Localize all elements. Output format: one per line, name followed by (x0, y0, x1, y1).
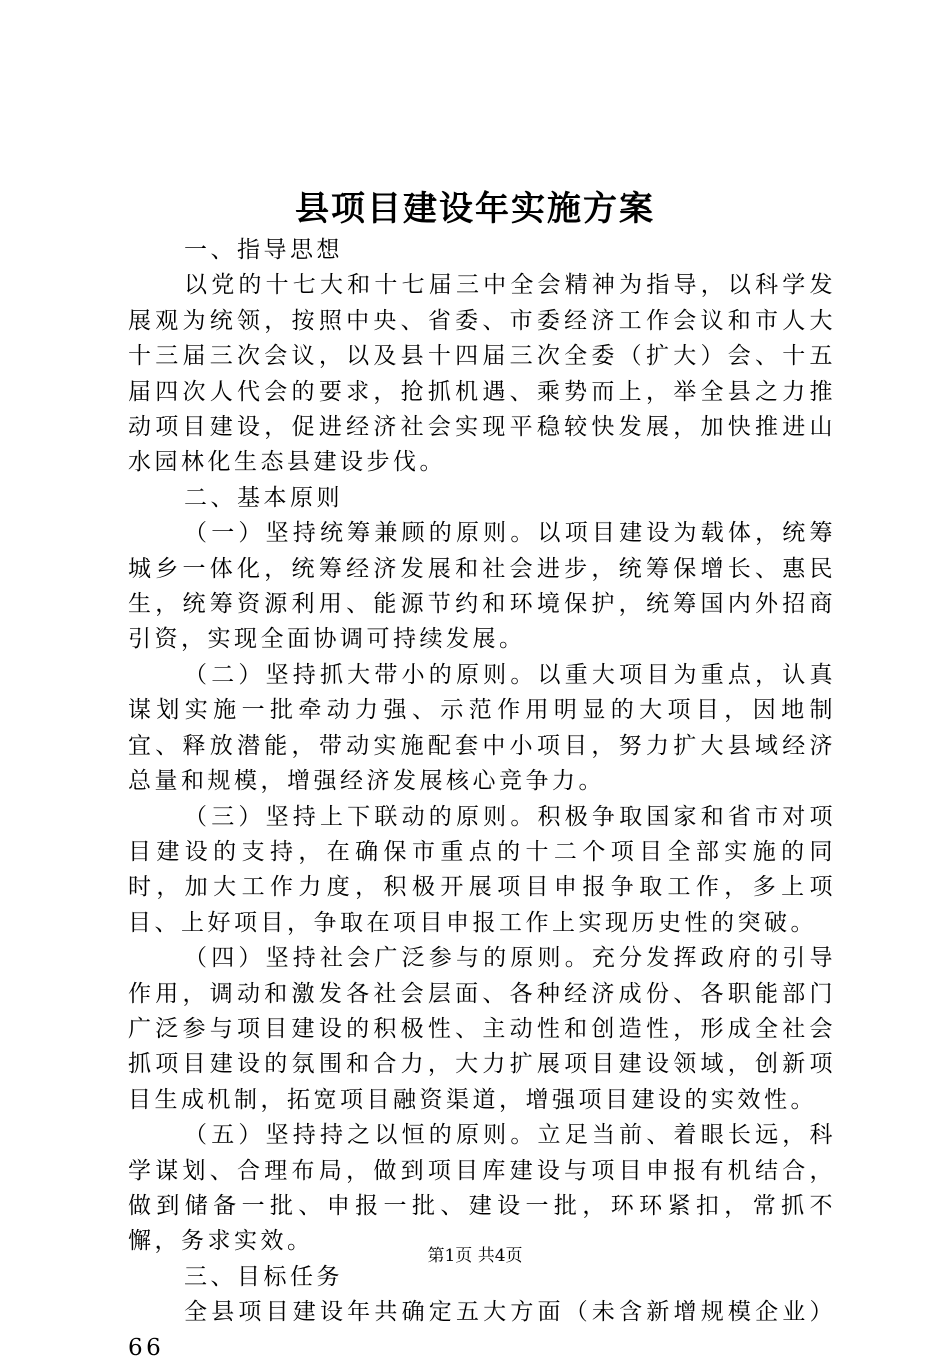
section-heading-guiding-ideology: 一、指导思想 (184, 237, 343, 263)
document-title: 县项目建设年实施方案 (295, 189, 655, 229)
document-body (128, 233, 836, 1366)
paragraph-principle-2: （二）坚持抓大带小的原则。以重大项目为重点，认真谋划实施一批牵动力强、示范作用明显的大项目，因地制宜、释放潜能，带动实施配套中小项目，努力扩大县域经济总量和规模，增强经济发展核心竞争力。 (128, 661, 836, 795)
paragraph-principle-4: （四）坚持社会广泛参与的原则。充分发挥政府的引导作用，调动和激发各社会层面、各种经济成份、各职能部门广泛参与项目建设的积极性、主动性和创造性，形成全社会抓项目建设的氛围和合力，大力扩展项目建设领域，创新项目生成机制，拓宽项目融资渠道，增强项目建设的实效性。 (128, 945, 836, 1113)
paragraph-target-tasks: 全县项目建设年共确定五大方面（未含新增规模企业）66 (128, 1299, 836, 1361)
paragraph-principle-1: （一）坚持统筹兼顾的原则。以项目建设为载体，统筹城乡一体化，统筹经济发展和社会进步，统筹保增长、惠民生，统筹资源利用、能源节约和环境保护，统筹国内外招商引资，实现全面协调可持续发展。 (128, 520, 836, 653)
section-heading-basic-principles: 二、基本原则 (184, 484, 343, 511)
paragraph-guiding-ideology: 以党的十七大和十七届三中全会精神为指导，以科学发展观为统领，按照中央、省委、市委经济工作会议和市人大十三届三次会议，以及县十四届三次全委（扩大）会、十五届四次人代会的要求，抢抓机遇、乘势而上，举全县之力推动项目建设，促进经济社会实现平稳较快发展，加快推进山水园林化生态县建设步伐。 (128, 272, 836, 476)
paragraph-principle-3: （三）坚持上下联动的原则。积极争取国家和省市对项目建设的支持，在确保市重点的十二个项目全部实施的同时，加大工作力度，积极开展项目申报争取工作，多上项目、上好项目，争取在项目申报工作上实现历史性的突破。 (128, 803, 836, 936)
section-heading-target-tasks: 三、目标任务 (184, 1263, 343, 1290)
page-number-footer: 第1页 共4页 (427, 1246, 523, 1266)
paragraph-principle-5: （五）坚持持之以恒的原则。立足当前、着眼长远，科学谋划、合理布局，做到项目库建设与项目申报有机结合，做到储备一批、申报一批、建设一批，环环紧扣，常抓不懈，务求实效。 (128, 1122, 836, 1255)
